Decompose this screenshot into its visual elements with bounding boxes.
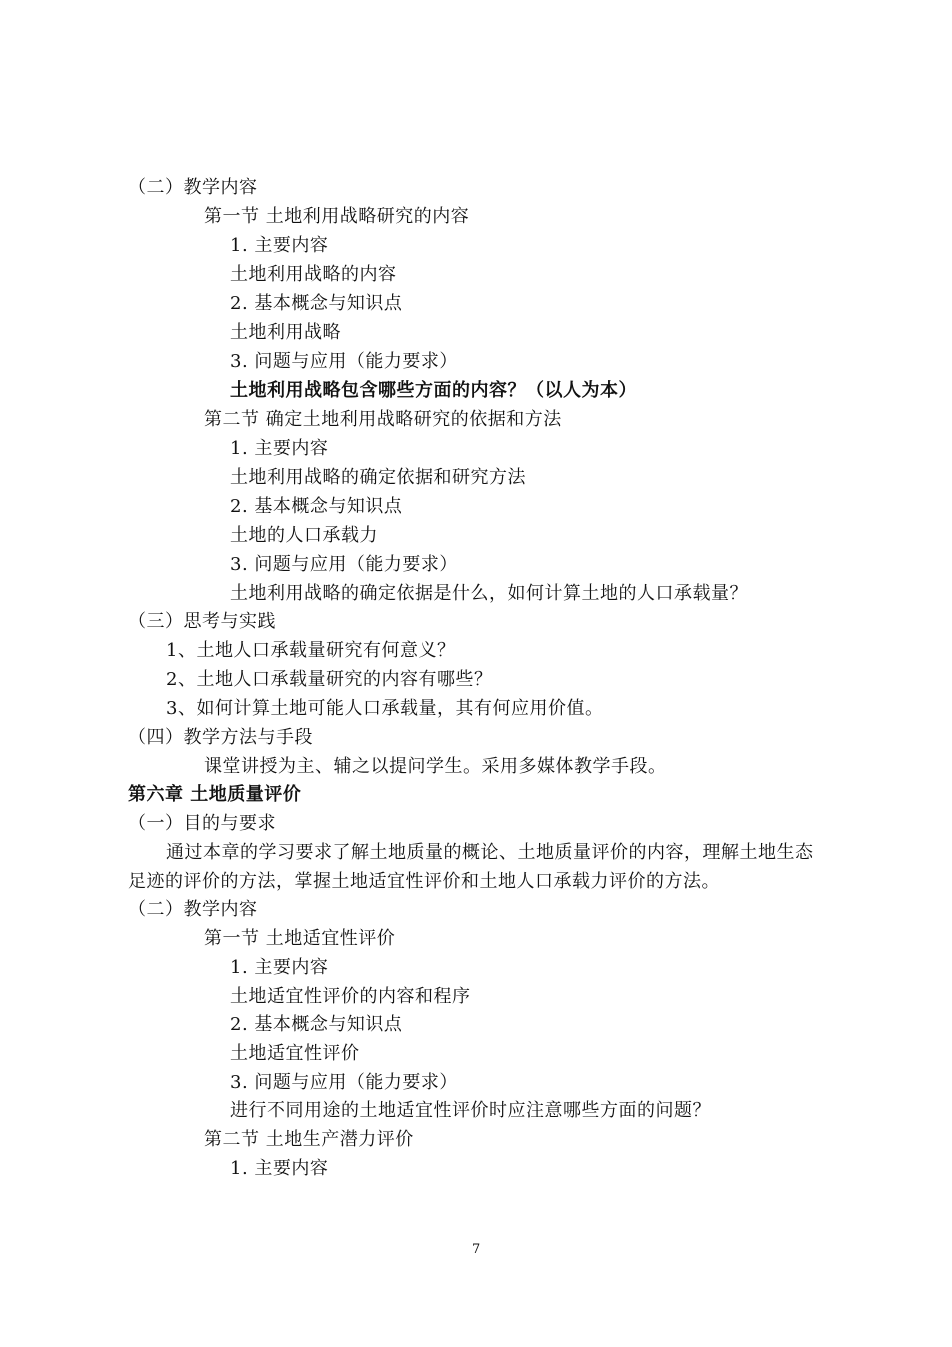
section-title: 第二节 确定土地利用战略研究的依据和方法 bbox=[204, 409, 562, 430]
concepts-text: 土地利用战略 bbox=[230, 322, 341, 343]
practice-item: 1、土地人口承载量研究有何意义？ bbox=[166, 640, 456, 661]
questions-text-bold: 土地利用战略包含哪些方面的内容？（以人为本） bbox=[230, 380, 637, 401]
concepts-text: 土地适宜性评价 bbox=[230, 1043, 360, 1064]
concepts-text: 土地的人口承载力 bbox=[230, 525, 378, 546]
teaching-content-heading: （二）教学内容 bbox=[128, 177, 258, 198]
practice-heading: （三）思考与实践 bbox=[128, 611, 276, 632]
main-content-label: 1. 主要内容 bbox=[230, 957, 329, 978]
goals-text-line: 通过本章的学习要求了解土地质量的概论、土地质量评价的内容，理解土地生态 bbox=[166, 842, 814, 863]
questions-text: 进行不同用途的土地适宜性评价时应注意哪些方面的问题？ bbox=[230, 1100, 711, 1121]
main-content-label: 1. 主要内容 bbox=[230, 1158, 329, 1179]
page-number: 7 bbox=[472, 1242, 481, 1257]
section-title: 第二节 土地生产潜力评价 bbox=[204, 1129, 414, 1150]
main-content-label: 1. 主要内容 bbox=[230, 235, 329, 256]
questions-text: 土地利用战略的确定依据是什么，如何计算土地的人口承载量？ bbox=[230, 583, 748, 604]
questions-label: 3. 问题与应用（能力要求） bbox=[230, 1072, 458, 1093]
concepts-label: 2. 基本概念与知识点 bbox=[230, 1014, 403, 1035]
main-content-text: 土地利用战略的确定依据和研究方法 bbox=[230, 467, 526, 488]
practice-item: 3、如何计算土地可能人口承载量，其有何应用价值。 bbox=[166, 698, 604, 719]
methods-heading: （四）教学方法与手段 bbox=[128, 727, 313, 748]
chapter-title: 第六章 土地质量评价 bbox=[128, 784, 302, 805]
goals-heading: （一）目的与要求 bbox=[128, 813, 276, 834]
concepts-label: 2. 基本概念与知识点 bbox=[230, 496, 403, 517]
section-title: 第一节 土地利用战略研究的内容 bbox=[204, 206, 470, 227]
section-title: 第一节 土地适宜性评价 bbox=[204, 928, 396, 949]
main-content-label: 1. 主要内容 bbox=[230, 438, 329, 459]
questions-label: 3. 问题与应用（能力要求） bbox=[230, 554, 458, 575]
methods-text: 课堂讲授为主、辅之以提问学生。采用多媒体教学手段。 bbox=[204, 756, 667, 777]
practice-item: 2、土地人口承载量研究的内容有哪些？ bbox=[166, 669, 493, 690]
teaching-content-heading: （二）教学内容 bbox=[128, 899, 258, 920]
main-content-text: 土地利用战略的内容 bbox=[230, 264, 397, 285]
concepts-label: 2. 基本概念与知识点 bbox=[230, 293, 403, 314]
goals-text-line: 足迹的评价的方法，掌握土地适宜性评价和土地人口承载力评价的方法。 bbox=[128, 871, 720, 892]
main-content-text: 土地适宜性评价的内容和程序 bbox=[230, 986, 471, 1007]
questions-label: 3. 问题与应用（能力要求） bbox=[230, 351, 458, 372]
